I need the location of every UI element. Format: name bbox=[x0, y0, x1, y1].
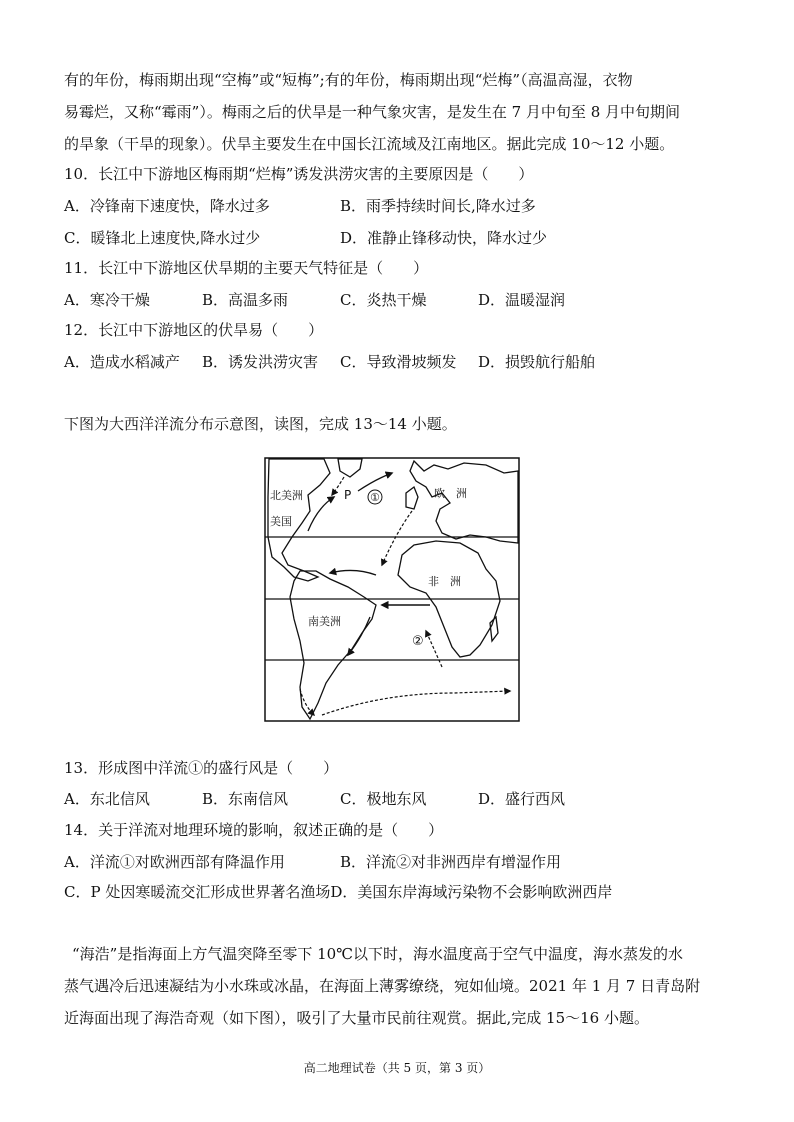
q11-option-b: B．高温多雨 bbox=[202, 291, 289, 309]
q13-option-d: D．盛行西风 bbox=[478, 790, 566, 808]
label-current-1: ① bbox=[370, 491, 380, 504]
q12-option-d: D．损毁航行船舶 bbox=[478, 353, 596, 371]
q13-stem: 13．形成图中洋流①的盛行风是（ ） bbox=[64, 759, 339, 777]
q11-stem: 11．长江中下游地区伏旱期的主要天气特征是（ ） bbox=[64, 259, 429, 277]
map-frame bbox=[265, 458, 519, 721]
label-p: P bbox=[344, 488, 352, 502]
map-intro: 下图为大西洋洋流分布示意图，读图，完成 13～14 小题。 bbox=[64, 415, 457, 433]
label-north-america: 北美洲 bbox=[270, 489, 303, 502]
q13-option-b: B．东南信风 bbox=[202, 790, 289, 808]
q12-option-c: C．导致滑坡频发 bbox=[340, 353, 457, 371]
intro-line-2: 易霉烂，又称“霉雨”）。梅雨之后的伏旱是一种气象灾害，是发生在 7 月中旬至 8 月中旬期间 bbox=[64, 103, 681, 121]
q11-option-c: C．炎热干燥 bbox=[340, 291, 427, 309]
label-usa: 美国 bbox=[270, 515, 292, 528]
haihao-line-2: 蒸气遇冷后迅速凝结为小水珠或冰晶，在海面上薄雾缭绕，宛如仙境。2021 年 1 月 7 日青岛附 bbox=[64, 977, 701, 995]
q12-stem: 12．长江中下游地区的伏旱易（ ） bbox=[64, 321, 324, 339]
haihao-line-1: “海浩”是指海面上方气温突降至零下 10℃以下时，海水温度高于空气中温度，海水蒸发的水 bbox=[72, 945, 683, 963]
haihao-line-3: 近海面出现了海浩奇观（如下图），吸引了大量市民前往观赏。据此,完成 15～16 小题。 bbox=[64, 1009, 649, 1027]
intro-line-1: 有的年份，梅雨期出现“空梅”或“短梅”;有的年份，梅雨期出现“烂梅”（高温高湿，衣物 bbox=[64, 71, 633, 89]
label-europe: 欧 洲 bbox=[434, 487, 467, 500]
q10-option-c: C．暖锋北上速度快,降水过少 bbox=[64, 229, 261, 247]
q12-option-a: A．造成水稻减产 bbox=[64, 353, 180, 371]
q13-option-a: A．东北信风 bbox=[64, 790, 150, 808]
q14-stem: 14．关于洋流对地理环境的影响，叙述正确的是（ ） bbox=[64, 821, 444, 839]
q14-option-cd: C．P 处因寒暖流交汇形成世界著名渔场D．美国东岸海域污染物不会影响欧洲西岸 bbox=[64, 883, 613, 901]
q11-option-a: A．寒冷干燥 bbox=[64, 291, 150, 309]
q10-option-b: B．雨季持续时间长,降水过多 bbox=[340, 197, 536, 215]
q11-option-d: D．温暖湿润 bbox=[478, 291, 566, 309]
q14-option-b: B．洋流②对非洲西岸有增湿作用 bbox=[340, 853, 562, 871]
q14-option-a: A．洋流①对欧洲西部有降温作用 bbox=[64, 853, 285, 871]
q12-option-b: B．诱发洪涝灾害 bbox=[202, 353, 319, 371]
label-current-2: ② bbox=[412, 634, 424, 649]
intro-line-3: 的旱象（干旱的现象）。伏旱主要发生在中国长江流域及江南地区。据此完成 10～12 小题。 bbox=[64, 135, 675, 153]
label-south-america: 南美洲 bbox=[308, 615, 341, 628]
q10-option-a: A．冷锋南下速度快，降水过多 bbox=[64, 197, 270, 215]
q10-option-d: D．准静止锋移动快，降水过少 bbox=[340, 229, 548, 247]
q13-option-c: C．极地东风 bbox=[340, 790, 427, 808]
atlantic-currents-map bbox=[264, 457, 520, 722]
page-footer: 高二地理试卷（共 5 页，第 3 页） bbox=[303, 1061, 491, 1075]
q10-stem: 10．长江中下游地区梅雨期“烂梅”诱发洪涝灾害的主要原因是（ ） bbox=[64, 165, 534, 183]
label-africa: 非 洲 bbox=[428, 575, 461, 588]
